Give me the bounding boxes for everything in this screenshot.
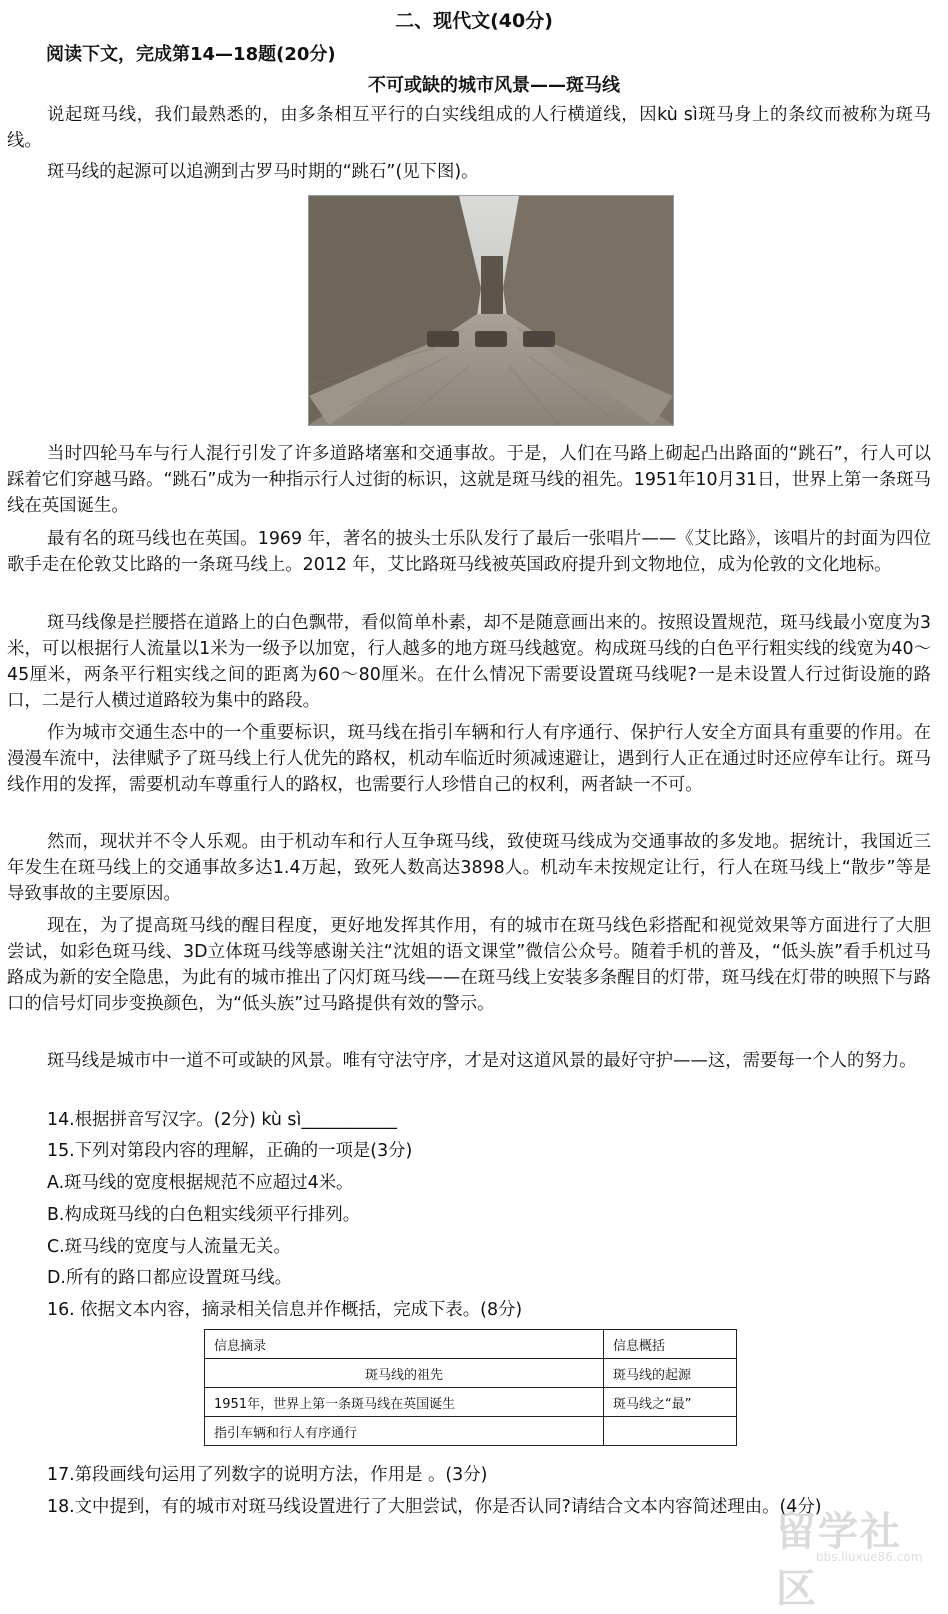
table-cell: 1951年，世界上第一条斑马线在英国诞生 [205,1388,604,1417]
table-header-row [205,1330,737,1359]
paragraph-4: 最有名的斑马线也在英国。1969 年，著名的披头士乐队发行了最后一张唱片——《艾比路》，该唱片的封面为四位歌手走在伦敦艾比路的一条斑马线上。2012 年，艾比路斑马线被英国政府提升到文物地位，成为伦敦的文化地标。 [7,529,931,575]
question-17: 17.第段画线句运用了列数字的说明方法，作用是 。(3分) [47,1465,488,1485]
table-cell: 斑马线的起源 [604,1359,737,1388]
question-15-option-d: D.所有的路口都应设置斑马线。 [47,1268,292,1288]
paragraph-3: 当时四轮马车与行人混行引发了许多道路堵塞和交通事故。于是，人们在马路上砌起凸出路面的“跳石”，行人可以踩着它们穿越马路。“跳石”成为一种指示行人过街的标识，这就是斑马线的祖先。1951年10月31日，世界上第一条斑马线在英国诞生。 [7,444,931,516]
table-cell-empty [604,1417,737,1446]
stepping-stones-photo [308,195,674,426]
info-table [204,1329,737,1446]
table-row [205,1388,737,1417]
paragraph-6: 作为城市交通生态中的一个重要标识，斑马线在指引车辆和行人有序通行、保护行人安全方面具有重要的作用。在漫漫车流中，法律赋予了斑马线上行人优先的路权，机动车临近时须减速避让，遇到行人正在通过时还应停车让行。斑马线作用的发挥，需要机动车尊重行人的路权，也需要行人珍惜自己的权利，两者缺一不可。 [7,723,931,795]
question-16: 16. 依据文本内容，摘录相关信息并作概括，完成下表。(8分) [47,1300,523,1320]
table-row [205,1417,737,1446]
question-14: 14.根据拼音写汉字。(2分) kù sì___________ [47,1110,397,1130]
question-15: 15.下列对第段内容的理解，正确的一项是(3分) [47,1141,413,1161]
question-15-option-c: C.斑马线的宽度与人流量无关。 [47,1237,291,1257]
article-title: 不可或缺的城市风景——斑马线 [368,75,620,96]
paragraph-1: 说起斑马线，我们最熟悉的，由多条相互平行的白实线组成的人行横道线，因kù sì斑马身上的条纹而被称为斑马线。 [7,105,931,151]
watermark-url: bbs.liuxue86.com [816,1550,923,1564]
table-cell: 指引车辆和行人有序通行 [205,1417,604,1446]
paragraph-2: 斑马线的起源可以追溯到古罗马时期的“跳石”(见下图)。 [47,162,479,182]
paragraph-8: 现在，为了提高斑马线的醒目程度，更好地发挥其作用，有的城市在斑马线色彩搭配和视觉效果等方面进行了大胆尝试，如彩色斑马线、3D立体斑马线等感谢关注“沈姐的语文课堂”微信公众号。随着手机的普及，“低头族”看手机过马路成为新的安全隐患，为此有的城市推出了闪灯斑马线——在斑马线上安装多条醒目的灯带，斑马线在灯带的映照下与路口的信号灯同步变换颜色，为“低头族”过马路提供有效的警示。 [7,916,931,1014]
table-row [205,1359,737,1388]
table-header-cell: 信息概括 [604,1330,737,1359]
site-watermark [776,1500,941,1612]
table-cell: 斑马线之“最” [604,1388,737,1417]
question-15-option-a: A.斑马线的宽度根据规范不应超过4米。 [47,1173,354,1193]
paragraph-9: 斑马线是城市中一道不可或缺的风景。唯有守法守序，才是对这道风景的最好守护——这，需要每一个人的努力。 [47,1051,917,1071]
question-15-option-b: B.构成斑马线的白色粗实线须平行排列。 [47,1205,361,1225]
table-header-cell: 信息摘录 [205,1330,604,1359]
paragraph-5: 斑马线像是拦腰搭在道路上的白色飘带，看似简单朴素，却不是随意画出来的。按照设置规范，斑马线最小宽度为3米，可以根据行人流量以1米为一级予以加宽，行人越多的地方斑马线越宽。构成斑马线的白色平行粗实线的线宽为40～45厘米，两条平行粗实线之间的距离为60～80厘米。在什么情况下需要设置斑马线呢?一是未设置人行过街设施的路口，二是行人横过道路较为集中的路段。 [7,613,931,711]
paragraph-7: 然而，现状并不令人乐观。由于机动车和行人互争斑马线，致使斑马线成为交通事故的多发地。据统计，我国近三年发生在斑马线上的交通事故多达1.4万起，致死人数高达3898人。机动车未按规定让行，行人在斑马线上“散步”等是导致事故的主要原因。 [7,832,931,904]
question-18: 18.文中提到，有的城市对斑马线设置进行了大胆尝试，你是否认同?请结合文本内容简述理由。(4分) [47,1497,822,1517]
section-heading: 二、现代文(40分) [395,10,553,32]
watermark-logo-text: 留学社区 [776,1509,902,1612]
table-cell: 斑马线的祖先 [205,1359,604,1388]
reading-instruction: 阅读下文，完成第14—18题(20分) [46,44,336,65]
